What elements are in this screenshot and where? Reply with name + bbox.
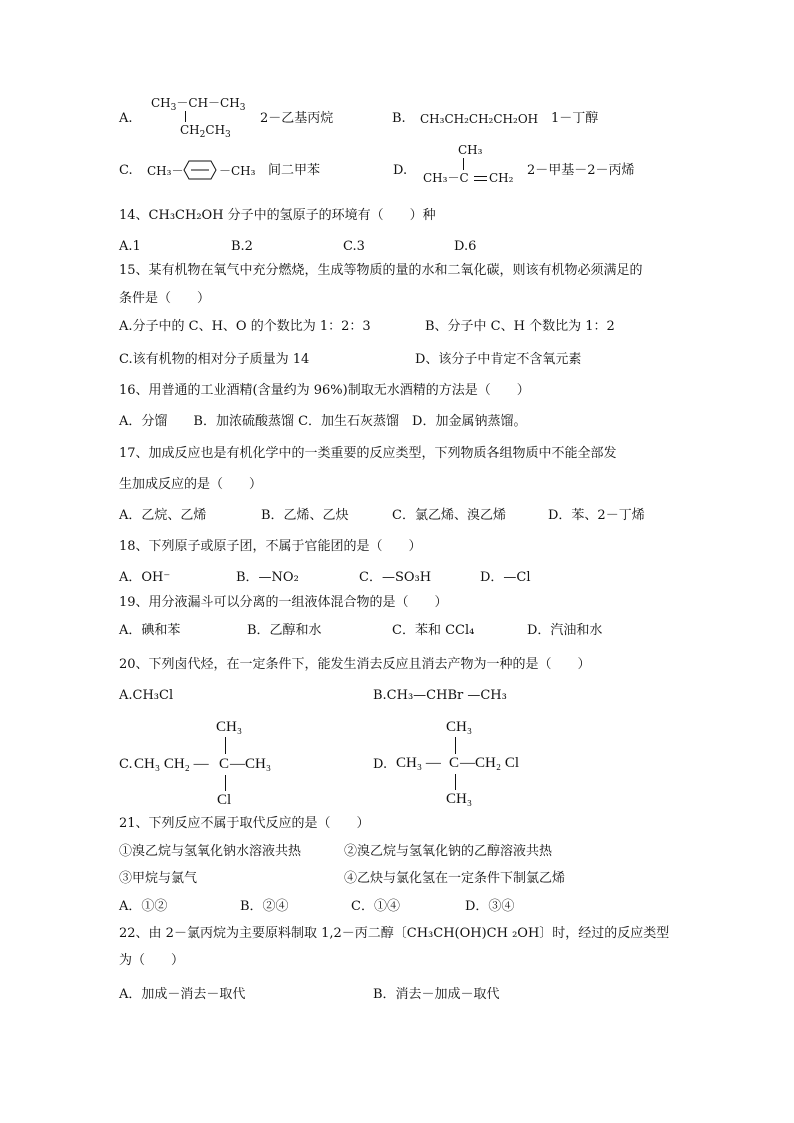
- benzene-ring-icon: [183, 159, 217, 181]
- q19-stem: 19、用分液漏斗可以分离的一组液体混合物的是（ ）: [119, 595, 448, 610]
- q13-option-c-right-methyl: －CH₃: [219, 164, 256, 178]
- q19-option-c: C．苯和 CCl₄: [392, 623, 475, 638]
- q20-option-c-bottom-bond: [225, 775, 226, 791]
- q21-item-2: ②溴乙烷与氢氧化钠的乙醇溶液共热: [344, 844, 553, 859]
- q21-option-c: C．①④: [351, 899, 400, 914]
- q15-option-c: C.该有机物的相对分子质量为 14: [119, 352, 310, 367]
- q16-options: A．分馏 B．加浓硫酸蒸馏 C．加生石灰蒸馏 D．加金属钠蒸馏。: [119, 414, 527, 429]
- double-bond-upper: [474, 176, 487, 177]
- q15-stem-line2: 条件是（ ）: [119, 291, 211, 306]
- q14-option-c: C.3: [343, 239, 365, 254]
- q17-option-c: C．氯乙烯、溴乙烯: [392, 508, 506, 523]
- q20-option-d-right-chain: —CH₂ Cl: [460, 755, 519, 771]
- q13-option-b-letter: B.: [392, 111, 406, 126]
- double-bond-lower: [474, 180, 487, 181]
- q20-option-c-left-chain: CH₃ CH₂ —: [134, 756, 209, 772]
- q22-stem-line2: 为（ ）: [119, 953, 185, 968]
- q18-option-c: C．—SO₃H: [359, 570, 432, 585]
- q13-option-d-top-methyl: CH₃: [458, 143, 483, 157]
- q21-stem: 21、下列反应不属于取代反应的是（ ）: [119, 816, 370, 831]
- q18-stem: 18、下列原子或原子团，不属于官能团的是（ ）: [119, 539, 422, 554]
- q14-stem: 14、CH₃CH₂OH 分子中的氢原子的环境有（ ）种: [119, 208, 436, 223]
- q22-option-a: A．加成－消去－取代: [119, 987, 246, 1002]
- q20-stem: 20、下列卤代烃，在一定条件下，能发生消去反应且消去产物为一种的是（ ）: [119, 657, 591, 672]
- q13-option-a-top-chain: $CH_3-CH-CH_3$: [151, 96, 246, 113]
- q20-option-d-center-carbon: C: [449, 755, 460, 771]
- q20-option-a: A.CH₃Cl: [119, 688, 174, 703]
- q17-option-a: A．乙烷、乙烯: [119, 508, 207, 523]
- q21-item-4: ④乙炔与氯化氢在一定条件下制氯乙烯: [344, 871, 566, 886]
- q15-option-b: B、分子中 C、H 个数比为 1：2: [425, 319, 615, 334]
- q20-option-c-right-methyl: —CH₃: [230, 756, 272, 772]
- q21-item-3: ③甲烷与氯气: [119, 871, 198, 886]
- q21-option-a: A．①②: [119, 899, 168, 914]
- q20-option-b: B.CH₃—CHBr —CH₃: [373, 688, 507, 703]
- q13-option-b-name: 1－丁醇: [551, 111, 599, 126]
- q13-option-a-branch: $CH_2CH_3$: [180, 123, 231, 140]
- q13-option-c-letter: C.: [119, 163, 133, 178]
- q19-option-a: A．碘和苯: [119, 623, 181, 638]
- q18-option-a: A．OH⁻: [119, 570, 171, 585]
- q22-option-b: B．消去－加成－取代: [373, 987, 500, 1002]
- q18-option-b: B．—NO₂: [236, 570, 299, 585]
- q19-option-d: D．汽油和水: [527, 623, 603, 638]
- q13-option-d-letter: D.: [393, 163, 408, 178]
- q20-option-c-center-carbon: C: [219, 756, 230, 772]
- q21-option-d: D．③④: [465, 899, 515, 914]
- q13-option-c-left-methyl: CH₃－: [147, 164, 184, 178]
- q20-option-d-left-methyl: CH₃ —: [396, 755, 441, 771]
- q15-option-d: D、该分子中肯定不含氧元素: [415, 352, 582, 367]
- q17-stem-line2: 生加成反应的是（ ）: [119, 477, 263, 492]
- q17-option-b: B．乙烯、乙炔: [261, 508, 349, 523]
- q20-option-c-chlorine: Cl: [217, 792, 232, 808]
- q13-option-b-formula: CH₃CH₂CH₂CH₂OH: [420, 112, 539, 126]
- q16-stem: 16、用普通的工业酒精(含量约为 96%)制取无水酒精的方法是（ ）: [119, 383, 530, 398]
- q13-option-d-main-right: CH₂: [489, 171, 514, 185]
- q18-option-d: D．—Cl: [480, 570, 531, 585]
- q17-option-d: D．苯、2－丁烯: [548, 508, 645, 523]
- q20-option-d-bottom-methyl: CH₃: [446, 791, 473, 807]
- q14-option-a: A.1: [119, 239, 141, 254]
- q22-stem-line1: 22、由 2－氯丙烷为主要原料制取 1,2－丙二醇〔CH₃CH(OH)CH ₂OH〕时，经过的反应类型: [119, 926, 670, 941]
- q13-option-a-name: 2－乙基丙烷: [260, 111, 334, 126]
- q17-stem-line1: 17、加成反应也是有机化学中的一类重要的反应类型，下列物质各组物质中不能全部发: [119, 446, 617, 461]
- q19-option-b: B．乙醇和水: [247, 623, 322, 638]
- q21-option-b: B．②④: [240, 899, 289, 914]
- q20-option-d-top-bond: [455, 737, 456, 754]
- q13-option-d-main-left: CH₃－C: [423, 171, 469, 185]
- q14-option-b: B.2: [231, 239, 253, 254]
- q13-option-c-name: 间二甲苯: [268, 163, 321, 178]
- q20-option-d-bottom-bond: [455, 774, 456, 790]
- q14-option-d: D.6: [454, 239, 477, 254]
- q20-option-c-top-methyl: CH₃: [216, 719, 243, 735]
- q15-option-a: A.分子中的 C、H、O 的个数比为 1：2：3: [119, 319, 371, 334]
- q20-option-d-top-methyl: CH₃: [446, 719, 473, 735]
- q20-option-d-letter: D.: [373, 757, 388, 772]
- q20-option-c-letter: C.: [119, 757, 133, 772]
- q20-option-c-top-bond: [225, 737, 226, 754]
- q21-item-1: ①溴乙烷与氢氧化钠水溶液共热: [119, 844, 302, 859]
- q15-stem-line1: 15、某有机物在氧气中充分燃烧，生成等物质的量的水和二氧化碳，则该有机物必须满足的: [119, 263, 643, 278]
- q13-option-d-name: 2－甲基－2－丙烯: [527, 163, 635, 178]
- q13-option-a-letter: A.: [119, 111, 133, 126]
